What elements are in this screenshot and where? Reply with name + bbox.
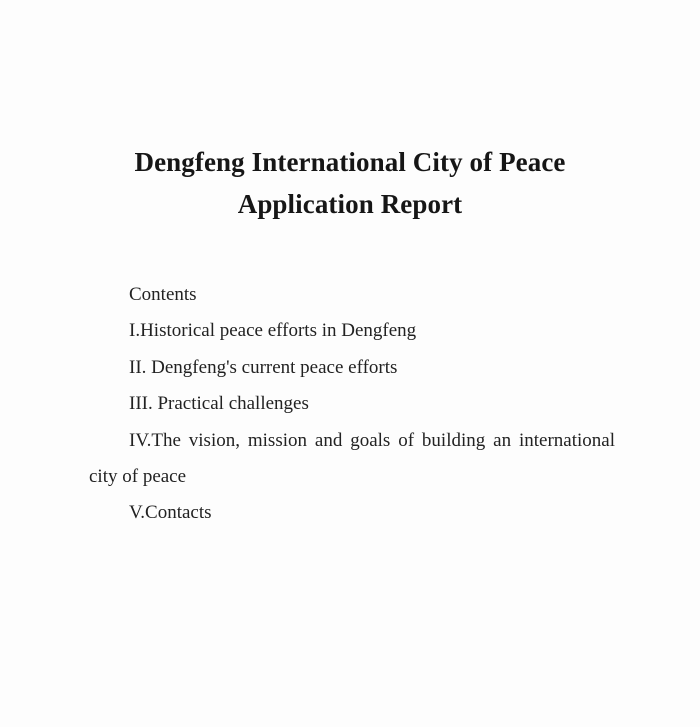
toc-item-practical-challenges: III. Practical challenges — [129, 393, 309, 415]
toc-item-vision-mission-goals-line-2: city of peace — [89, 466, 187, 488]
toc-item-current-peace-efforts: II. Dengfeng's current peace efforts — [129, 356, 398, 378]
document-title-line-2: Application Report — [237, 189, 463, 219]
table-of-contents — [89, 277, 615, 532]
document-title-line-1: Dengfeng International City of Peace — [134, 147, 566, 177]
document-title — [0, 141, 700, 225]
toc-item-vision-mission-goals-line-1: IV.The vision, mission and goals of building an international — [129, 429, 615, 451]
toc-item-historical-peace-efforts: I.Historical peace efforts in Dengfeng — [129, 320, 417, 342]
contents-heading: Contents — [129, 284, 197, 305]
toc-item-contacts: V.Contacts — [129, 502, 212, 524]
